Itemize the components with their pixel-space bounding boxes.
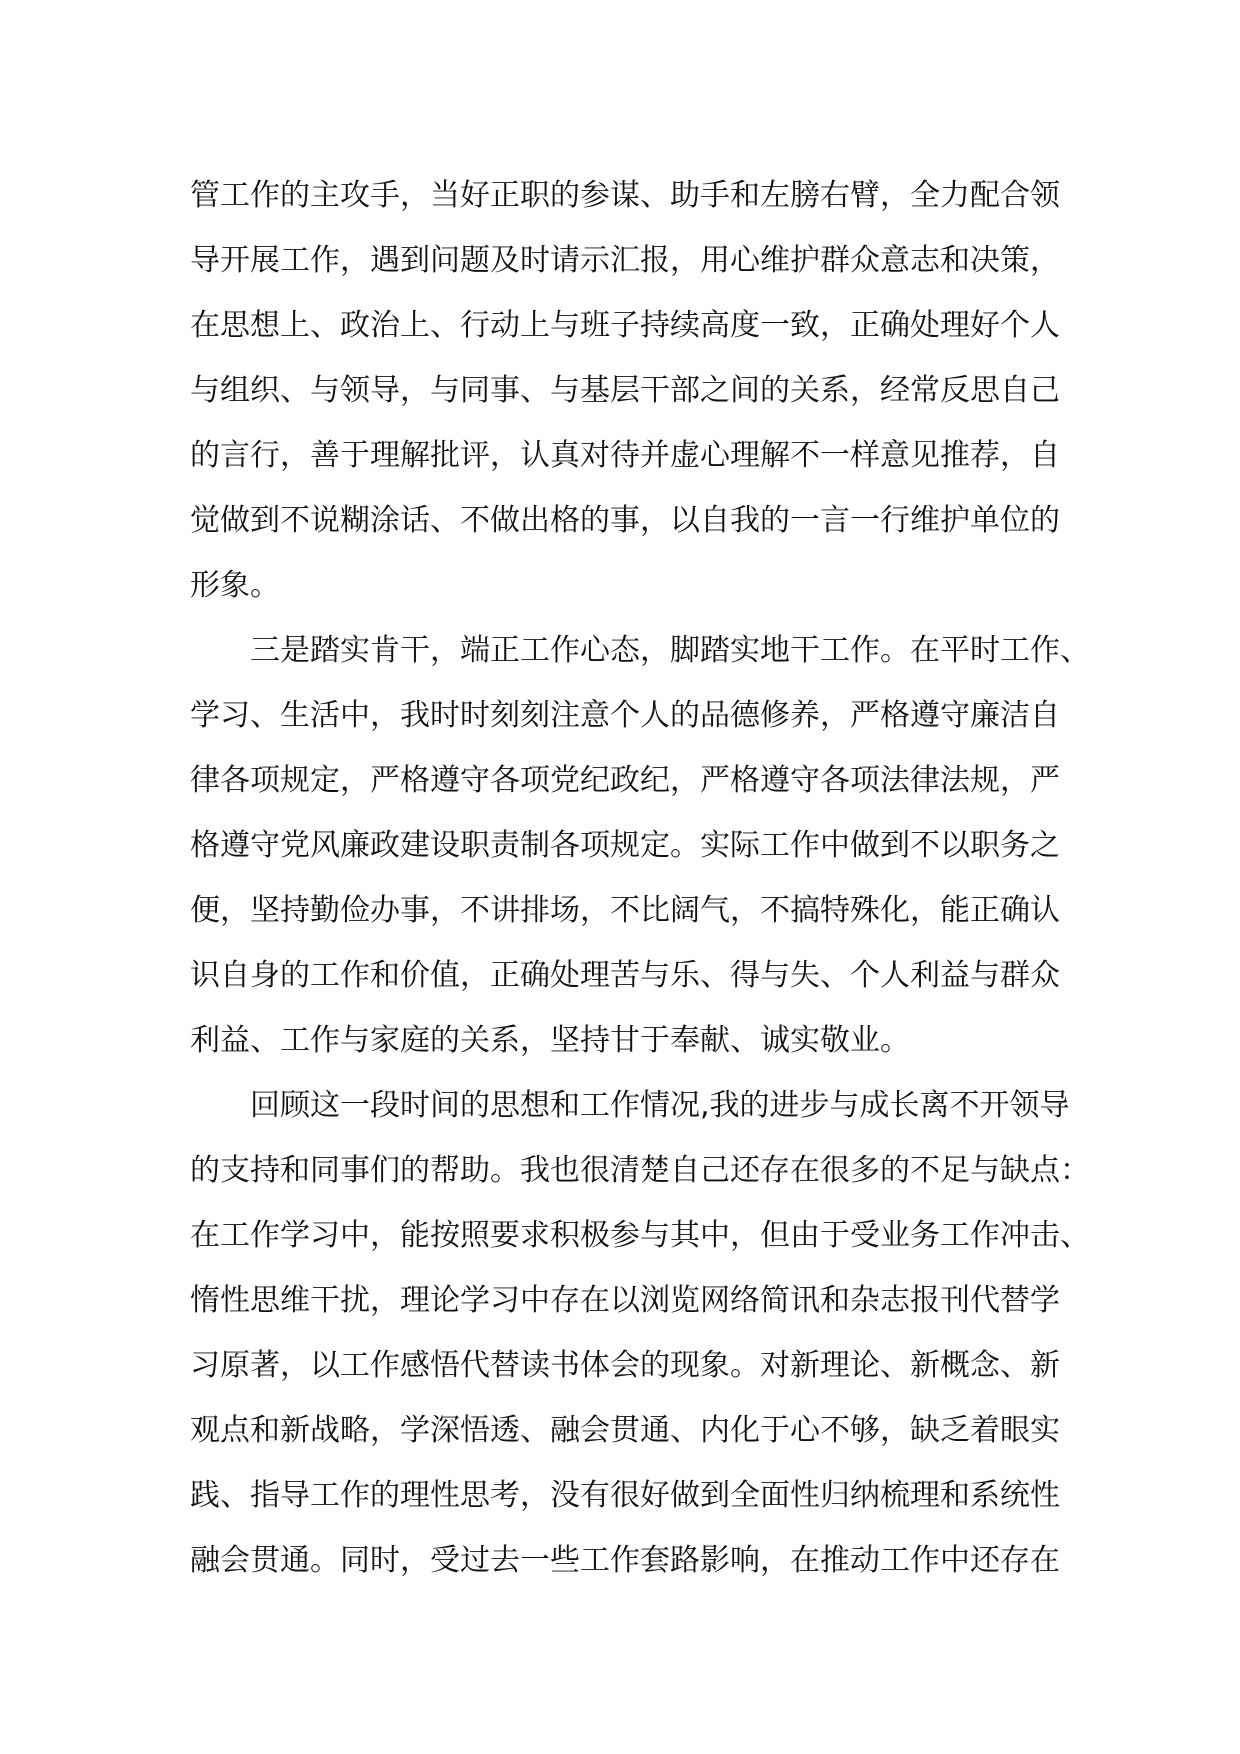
text-line: 的支持和同事们的帮助。我也很清楚自己还存在很多的不足与缺点： [190, 1153, 1090, 1188]
text-line: 格遵守党风廉政建设职责制各项规定。实际工作中做到不以职务之 [190, 828, 1060, 863]
text-line: 便，坚持勤俭办事，不讲排场，不比阔气，不搞特殊化，能正确认 [190, 893, 1060, 928]
text-line: 觉做到不说糊涂话、不做出格的事，以自我的一言一行维护单位的 [190, 503, 1060, 538]
text-line: 形象。 [190, 568, 280, 603]
text-line: 利益、工作与家庭的关系，坚持甘于奉献、诚实敬业。 [190, 1023, 910, 1058]
body-text [190, 163, 1090, 1593]
text-line: 践、指导工作的理性思考，没有很好做到全面性归纳梳理和系统性 [190, 1478, 1060, 1513]
text-line: 识自身的工作和价值，正确处理苦与乐、得与失、个人利益与群众 [190, 958, 1060, 993]
text-line: 管工作的主攻手，当好正职的参谋、助手和左膀右臂，全力配合领 [190, 178, 1060, 213]
paragraph-start-line: 回顾这一段时间的思想和工作情况,我的进步与成长离不开领导 [250, 1088, 1070, 1123]
text-line: 惰性思维干扰，理论学习中存在以浏览网络简讯和杂志报刊代替学 [190, 1283, 1060, 1318]
text-line: 观点和新战略，学深悟透、融会贯通、内化于心不够，缺乏着眼实 [190, 1413, 1060, 1448]
text-line: 导开展工作，遇到问题及时请示汇报，用心维护群众意志和决策， [190, 243, 1060, 278]
text-line: 在思想上、政治上、行动上与班子持续高度一致，正确处理好个人 [190, 308, 1060, 343]
text-line: 学习、生活中，我时时刻刻注意个人的品德修养，严格遵守廉洁自 [190, 698, 1060, 733]
text-line: 在工作学习中，能按照要求积极参与其中，但由于受业务工作冲击、 [190, 1218, 1090, 1253]
text-line: 的言行，善于理解批评，认真对待并虚心理解不一样意见推荐，自 [190, 438, 1060, 473]
paragraph-start-line: 三是踏实肯干，端正工作心态，脚踏实地干工作。在平时工作、 [250, 633, 1090, 668]
text-line: 律各项规定，严格遵守各项党纪政纪，严格遵守各项法律法规，严 [190, 763, 1060, 798]
text-line: 与组织、与领导，与同事、与基层干部之间的关系，经常反思自己 [190, 373, 1060, 408]
text-line: 习原著，以工作感悟代替读书体会的现象。对新理论、新概念、新 [190, 1348, 1060, 1383]
text-line: 融会贯通。同时，受过去一些工作套路影响，在推动工作中还存在 [190, 1543, 1060, 1578]
